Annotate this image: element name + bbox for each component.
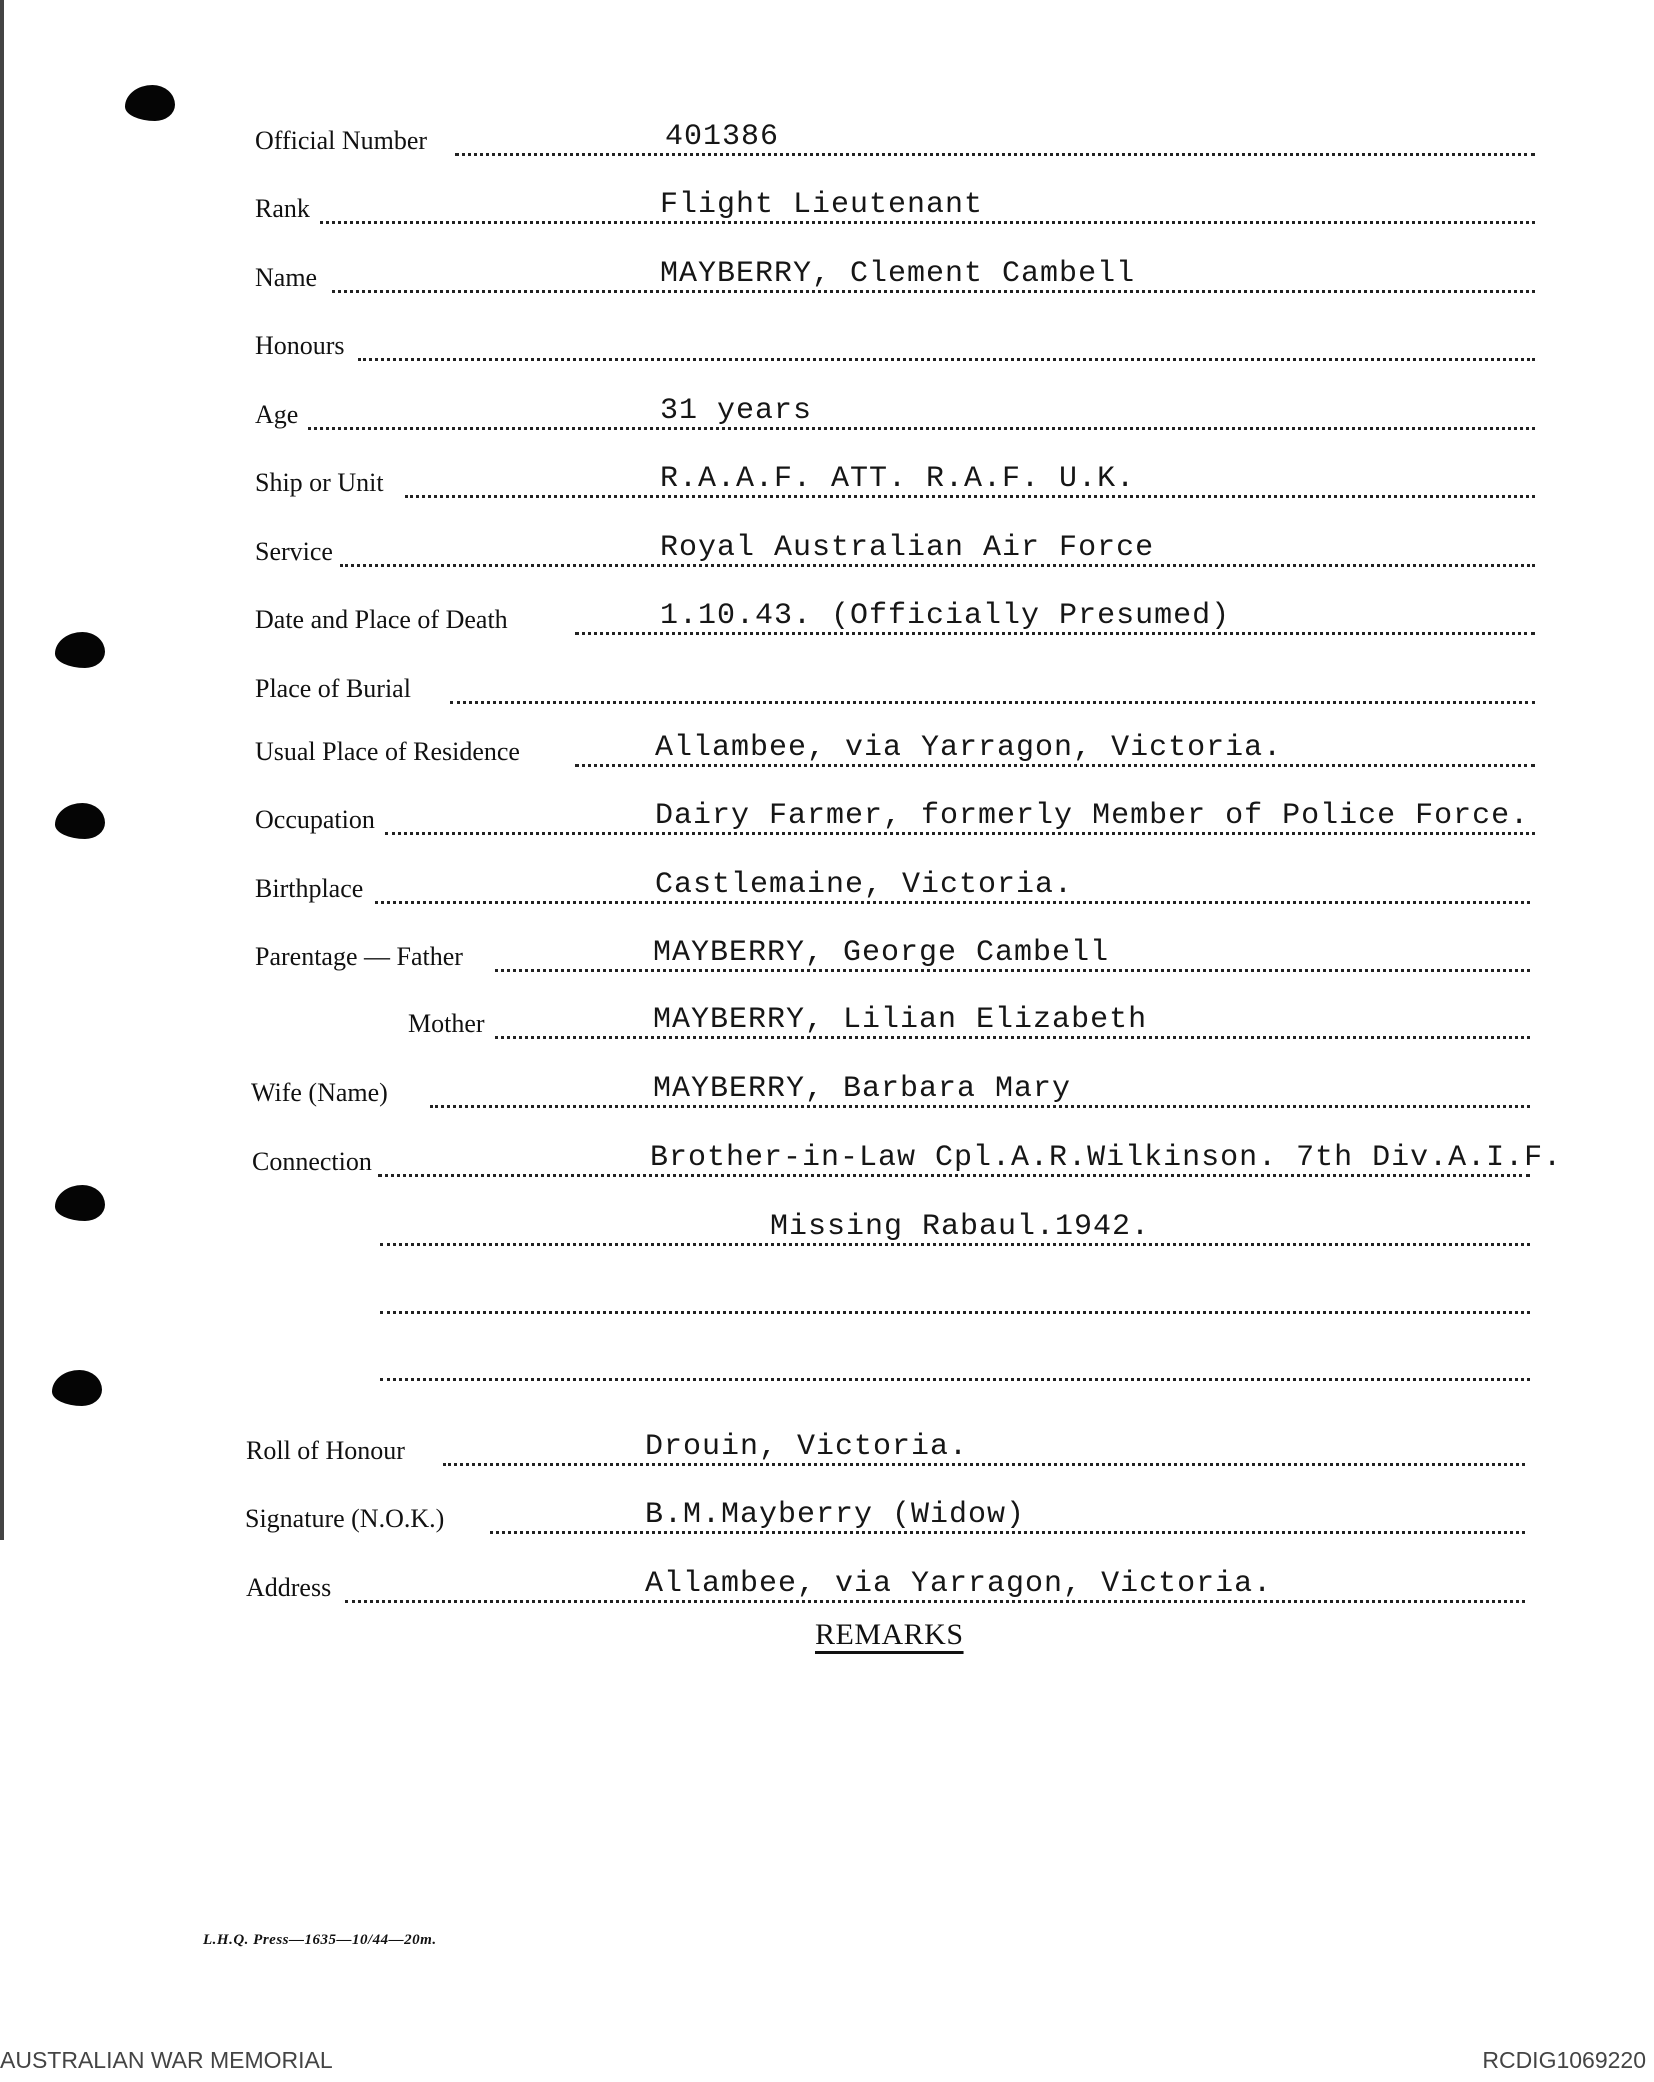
field-blank-line (0, 1276, 1654, 1326)
dotted-leader (380, 1311, 1530, 1314)
field-value: Royal Australian Air Force (660, 531, 1155, 565)
dotted-leader (443, 1463, 1525, 1466)
field-value: Drouin, Victoria. (645, 1430, 969, 1464)
field-address (0, 1565, 1654, 1615)
field-label: Honours (255, 331, 345, 360)
field-value: 31 years (660, 394, 813, 428)
punch-hole-mark (125, 85, 175, 121)
dotted-leader (308, 427, 1535, 430)
field-mother (0, 1001, 1654, 1051)
field-rank (0, 186, 1654, 236)
field-label: Official Number (255, 126, 428, 155)
field-occupation (0, 797, 1654, 847)
dotted-leader (358, 358, 1535, 361)
field-value: Allambee, via Yarragon, Victoria. (645, 1567, 1273, 1601)
dotted-leader (455, 153, 1535, 156)
field-label: Connection (252, 1147, 372, 1176)
remarks-heading: REMARKS (815, 1618, 964, 1651)
field-ship-or-unit (0, 460, 1654, 510)
field-value: B.M.Mayberry (Widow) (645, 1498, 1026, 1532)
field-label: Mother (408, 1009, 485, 1038)
field-value: 401386 (665, 120, 780, 154)
field-value: Castlemaine, Victoria. (655, 868, 1074, 902)
field-label: Usual Place of Residence (255, 737, 520, 766)
field-value: MAYBERRY, Lilian Elizabeth (653, 1003, 1148, 1037)
field-value: Allambee, via Yarragon, Victoria. (655, 731, 1283, 765)
field-name (0, 255, 1654, 305)
field-usual-residence (0, 729, 1654, 779)
printer-imprint: L.H.Q. Press—1635—10/44—20m. (203, 1932, 437, 1948)
field-connection-continued (0, 1208, 1654, 1258)
dotted-leader (450, 701, 1535, 704)
field-age (0, 392, 1654, 442)
field-value: Brother-in-Law Cpl.A.R.Wilkinson. 7th Div.A.I.F. (650, 1141, 1563, 1175)
field-father (0, 934, 1654, 984)
footer-institution: AUSTRALIAN WAR MEMORIAL (0, 2047, 333, 2073)
field-roll-of-honour (0, 1428, 1654, 1478)
field-label: Place of Burial (255, 674, 411, 703)
field-label: Wife (Name) (251, 1078, 388, 1107)
field-value: MAYBERRY, Clement Cambell (660, 257, 1136, 291)
field-label: Ship or Unit (255, 468, 384, 497)
footer-record-id: RCDIG1069220 (1482, 2047, 1646, 2073)
field-label: Address (246, 1573, 332, 1602)
field-label: Name (255, 263, 318, 292)
field-label: Rank (255, 194, 310, 223)
field-honours (0, 323, 1654, 373)
field-value: R.A.A.F. ATT. R.A.F. U.K. (660, 462, 1136, 496)
field-value: MAYBERRY, Barbara Mary (653, 1072, 1072, 1106)
field-official-number (0, 118, 1654, 168)
field-label: Service (255, 537, 333, 566)
field-connection (0, 1139, 1654, 1189)
field-label: Roll of Honour (246, 1436, 405, 1465)
field-signature (0, 1496, 1654, 1546)
field-place-of-burial (0, 666, 1654, 716)
field-value: Dairy Farmer, formerly Member of Police Force. (655, 799, 1530, 833)
field-label: Age (255, 400, 299, 429)
field-label: Signature (N.O.K.) (245, 1504, 445, 1533)
field-value: Missing Rabaul.1942. (770, 1210, 1151, 1244)
field-blank-line (0, 1343, 1654, 1393)
field-label: Birthplace (255, 874, 364, 903)
field-label: Parentage — Father (255, 942, 463, 971)
field-birthplace (0, 866, 1654, 916)
field-wife (0, 1070, 1654, 1120)
field-value: Flight Lieutenant (660, 188, 984, 222)
field-date-place-of-death (0, 597, 1654, 647)
dotted-leader (380, 1378, 1530, 1381)
field-service (0, 529, 1654, 579)
field-value: 1.10.43. (Officially Presumed) (660, 599, 1231, 633)
field-label: Occupation (255, 805, 375, 834)
field-label: Date and Place of Death (255, 605, 508, 634)
field-value: MAYBERRY, George Cambell (653, 936, 1110, 970)
